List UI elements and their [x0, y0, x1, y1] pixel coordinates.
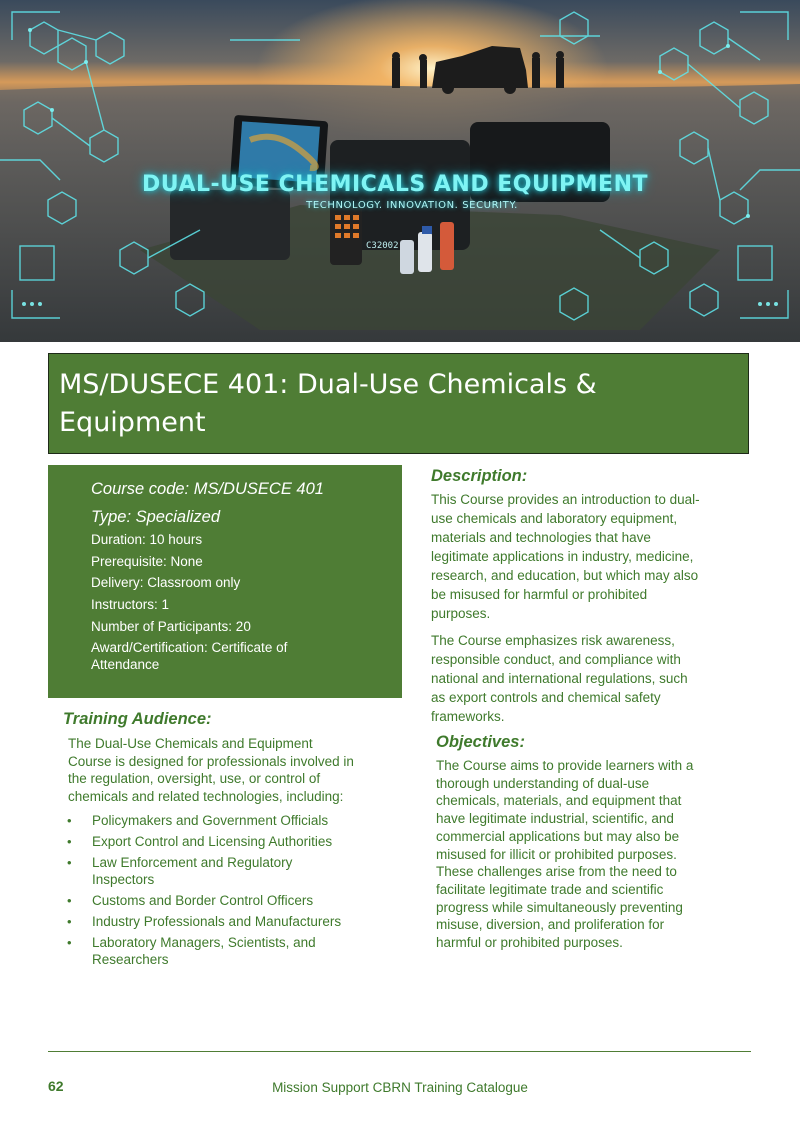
- list-item-text: Industry Professionals and Manufacturers: [92, 914, 342, 929]
- training-audience-heading: Training Audience:: [63, 710, 212, 728]
- text-line: frameworks.: [431, 709, 505, 724]
- list-item-text: Law Enforcement and Regulatory: [92, 855, 293, 870]
- course-title-line-1: MS/DUSECE 401: Dual-Use Chemicals &: [59, 369, 597, 400]
- text-line: chemicals, materials, and equipment that: [436, 793, 682, 809]
- list-item: [67, 854, 397, 888]
- list-item: [67, 812, 397, 829]
- description-paragraph-1: [431, 490, 700, 623]
- text-line: thorough understanding of dual-use: [436, 775, 650, 791]
- text-line: commercial applications but may also be: [436, 828, 680, 844]
- text-line: facilitate legitimate trade and scientific: [436, 881, 664, 897]
- course-prerequisite: Prerequisite: None: [91, 553, 203, 569]
- text-line: harmful or prohibited purposes.: [436, 935, 623, 951]
- text-line: research, and education, but which may also: [431, 568, 699, 583]
- course-instructors: Instructors: 1: [91, 597, 170, 613]
- audience-intro-line: Course is designed for professionals involved in: [68, 753, 354, 769]
- objectives-heading: Objectives:: [436, 733, 525, 751]
- course-award-line-2: Attendance: [91, 657, 160, 673]
- page-number: 62: [48, 1078, 64, 1094]
- course-participants: Number of Participants: 20: [91, 618, 251, 634]
- text-line: purposes.: [431, 606, 491, 621]
- course-award-line-1: Award/Certification: Certificate of: [91, 640, 288, 656]
- text-line: be misused for harmful or prohibited: [431, 587, 648, 602]
- text-line: have legitimate industrial, scientific, and: [436, 811, 674, 827]
- hero-tagline: TECHNOLOGY. INNOVATION. SECURITY.: [306, 200, 518, 211]
- training-audience-intro: [68, 735, 354, 806]
- hero-title: DUAL-USE CHEMICALS AND EQUIPMENT: [142, 172, 648, 197]
- audience-intro-line: The Dual-Use Chemicals and Equipment: [68, 736, 313, 751]
- hero-banner: [0, 0, 800, 342]
- hero-illustration: [0, 0, 800, 342]
- text-line: national and international regulations, such: [431, 671, 688, 686]
- description-paragraph-2: [431, 631, 688, 726]
- course-type: Type: Specialized: [91, 508, 221, 526]
- course-info-box: [48, 465, 402, 698]
- list-item-text: Export Control and Licensing Authorities: [92, 834, 333, 849]
- description-heading: Description:: [431, 467, 528, 485]
- list-item-text: Laboratory Managers, Scientists, and: [92, 935, 316, 950]
- course-award: [91, 639, 392, 673]
- list-item-text: Customs and Border Control Officers: [92, 893, 314, 908]
- text-line: This Course provides an introduction to dual-: [431, 492, 700, 507]
- text-line: These challenges arise from the need to: [436, 864, 677, 880]
- objectives-paragraph: [436, 757, 693, 952]
- course-duration: Duration: 10 hours: [91, 532, 203, 547]
- text-line: misused for illicit or prohibited purposes.: [436, 846, 677, 862]
- training-audience-list: [67, 812, 397, 972]
- course-code: Course code: MS/DUSECE 401: [91, 480, 324, 498]
- list-item-text: Researchers: [92, 952, 169, 967]
- text-line: materials and technologies that have: [431, 530, 651, 545]
- footer-title: Mission Support CBRN Training Catalogue: [272, 1080, 528, 1095]
- text-line: The Course emphasizes risk awareness,: [431, 633, 675, 648]
- audience-intro-line: chemicals and related technologies, including:: [68, 789, 344, 805]
- footer-divider: [48, 1051, 751, 1052]
- text-line: progress while simultaneously preventing: [436, 899, 683, 915]
- course-delivery: Delivery: Classroom only: [91, 575, 241, 591]
- course-title: [59, 366, 738, 442]
- list-item: [67, 892, 397, 909]
- list-item: [67, 913, 397, 930]
- course-title-box: [48, 353, 749, 454]
- list-item: [67, 833, 397, 850]
- audience-intro-line: the regulation, oversight, use, or control of: [68, 771, 321, 787]
- text-line: misuse, diversion, and proliferation for: [436, 917, 665, 933]
- text-line: as export controls and chemical safety: [431, 690, 661, 705]
- list-item-text: Policymakers and Government Officials: [92, 813, 329, 828]
- handheld-detector: [330, 205, 362, 265]
- device-label: C32002: [366, 241, 399, 251]
- text-line: use chemicals and laboratory equipment,: [431, 511, 678, 526]
- course-title-line-2: Equipment: [59, 407, 206, 438]
- list-item-text: Inspectors: [92, 872, 155, 887]
- text-line: The Course aims to provide learners with a: [436, 758, 694, 773]
- list-item: [67, 934, 397, 968]
- text-line: legitimate applications in industry, medicine,: [431, 549, 694, 564]
- text-line: responsible conduct, and compliance with: [431, 652, 681, 667]
